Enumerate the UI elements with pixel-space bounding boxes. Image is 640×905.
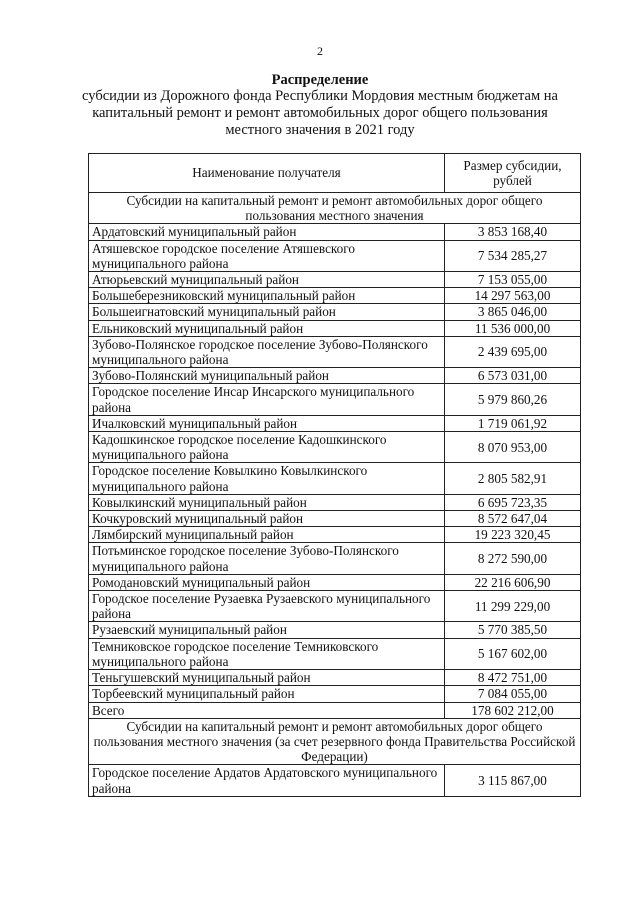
table-row [89,702,581,718]
document-subtitle-line-2: капитальный ремонт и ремонт автомобильных дорог общего пользования [92,105,548,121]
recipient-name: Атяшевское городское поселение Атяшевского муниципального района [89,240,445,271]
subsidy-amount: 5 167 602,00 [445,638,581,669]
table-row [89,574,581,590]
section-2-title: Субсидии на капитальный ремонт и ремонт автомобильных дорог общего пользования местного значения (за счет резервного фонда Правительства Российской Федерации) [89,718,581,765]
subsidy-amount: 7 084 055,00 [445,686,581,702]
recipient-name: Большеберезниковский муниципальный район [89,288,445,304]
recipient-name: Зубово-Полянское городское поселение Зубово-Полянского муниципального района [89,336,445,367]
recipient-name: Ковылкинский муниципальный район [89,494,445,510]
table-row [89,765,581,796]
subsidy-amount: 8 272 590,00 [445,543,581,574]
subsidy-amount: 8 472 751,00 [445,670,581,686]
section-1-title: Субсидии на капитальный ремонт и ремонт автомобильных дорог общего пользования местного значения [89,193,581,224]
recipient-name: Торбеевский муниципальный район [89,686,445,702]
table-row [89,527,581,543]
page-number: 2 [317,44,323,58]
recipient-name: Кочкуровский муниципальный район [89,511,445,527]
table-row [89,368,581,384]
recipient-name: Лямбирский муниципальный район [89,527,445,543]
document-subtitle-line-1: субсидии из Дорожного фонда Республики Мордовия местным бюджетам на [82,88,558,104]
table-row [89,432,581,463]
recipient-name: Теньгушевский муниципальный район [89,670,445,686]
table-row [89,670,581,686]
subsidy-amount: 3 865 046,00 [445,304,581,320]
recipient-name: Городское поселение Рузаевка Рузаевского муниципального района [89,591,445,622]
subsidy-amount: 5 770 385,50 [445,622,581,638]
table-row [89,463,581,494]
document-title: Распределение [271,72,369,88]
table-row [89,336,581,367]
table-row [89,415,581,431]
recipient-name: Ардатовский муниципальный район [89,224,445,240]
table-row [89,224,581,240]
table-row [89,240,581,271]
recipient-name: Темниковское городское поселение Темниковского муниципального района [89,638,445,669]
subsidy-amount: 1 719 061,92 [445,415,581,431]
subsidy-amount: 8 070 953,00 [445,432,581,463]
table-row [89,622,581,638]
subsidy-amount: 19 223 320,45 [445,527,581,543]
recipient-name: Ичалковский муниципальный район [89,415,445,431]
table-header-row [89,154,581,193]
subsidy-amount: 8 572 647,04 [445,511,581,527]
section-row [89,718,581,765]
subsidy-amount: 7 153 055,00 [445,272,581,288]
subsidy-amount: 7 534 285,27 [445,240,581,271]
table-row [89,511,581,527]
column-header-name: Наименование получателя [89,154,445,193]
subsidy-amount: 6 695 723,35 [445,494,581,510]
subsidy-amount: 178 602 212,00 [445,702,581,718]
table-row [89,494,581,510]
table-row [89,304,581,320]
table-row [89,543,581,574]
subsidy-amount: 14 297 563,00 [445,288,581,304]
table-row [89,272,581,288]
table-row [89,638,581,669]
recipient-name: Ельниковский муниципальный район [89,320,445,336]
table-row [89,288,581,304]
recipient-name: Рузаевский муниципальный район [89,622,445,638]
subsidy-amount: 3 115 867,00 [445,765,581,796]
table-row [89,320,581,336]
subsidy-amount: 2 439 695,00 [445,336,581,367]
subsidy-amount: 5 979 860,26 [445,384,581,415]
table-row [89,591,581,622]
subsidy-amount: 6 573 031,00 [445,368,581,384]
recipient-name: Большеигнатовский муниципальный район [89,304,445,320]
recipient-name: Ромодановский муниципальный район [89,574,445,590]
subsidy-amount: 11 299 229,00 [445,591,581,622]
document-heading [40,72,600,139]
recipient-name: Всего [89,702,445,718]
subsidy-amount: 22 216 606,90 [445,574,581,590]
table-row [89,686,581,702]
subsidy-table [88,153,581,797]
recipient-name: Зубово-Полянский муниципальный район [89,368,445,384]
subsidy-amount: 11 536 000,00 [445,320,581,336]
subsidy-amount: 2 805 582,91 [445,463,581,494]
recipient-name: Кадошкинское городское поселение Кадошкинского муниципального района [89,432,445,463]
column-header-amount: Размер субсидии, рублей [445,154,581,193]
subsidy-amount: 3 853 168,40 [445,224,581,240]
recipient-name: Атюрьевский муниципальный район [89,272,445,288]
recipient-name: Городское поселение Инсар Инсарского муниципального района [89,384,445,415]
section-row [89,193,581,224]
recipient-name: Городское поселение Ковылкино Ковылкинского муниципального района [89,463,445,494]
recipient-name: Городское поселение Ардатов Ардатовского муниципального района [89,765,445,796]
recipient-name: Потьминское городское поселение Зубово-Полянского муниципального района [89,543,445,574]
document-subtitle-line-3: местного значения в 2021 году [225,122,415,138]
table-row [89,384,581,415]
